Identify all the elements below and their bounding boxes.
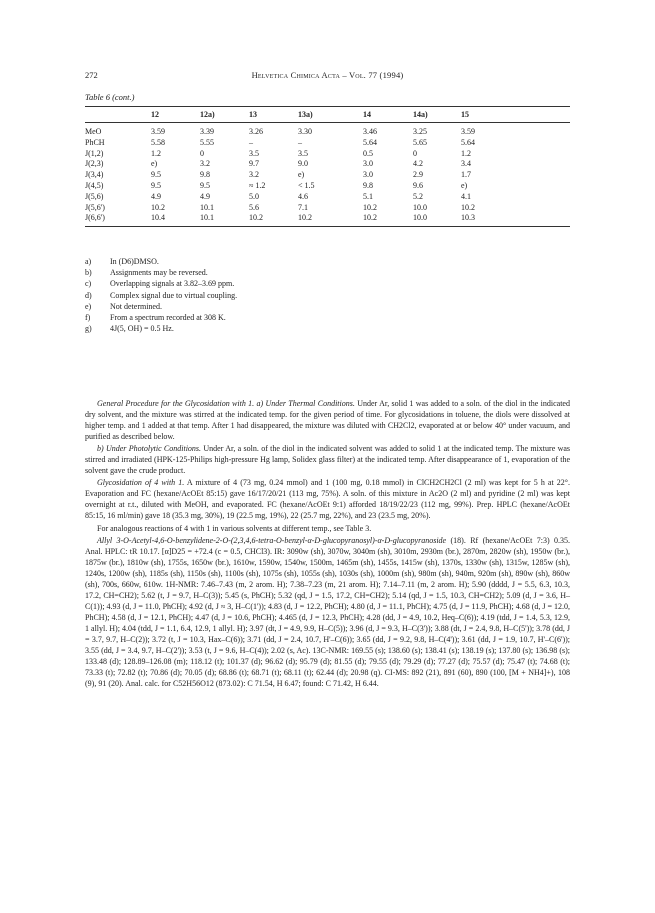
table-cell: 3.46: [363, 127, 377, 136]
row-label: J(3,4): [85, 170, 104, 180]
footnote: c) Overlapping signals at 3.82–3.69 ppm.: [85, 279, 235, 289]
page-number: 272: [85, 70, 98, 80]
table-cell: 0.5: [363, 148, 373, 158]
table-cell: 9.5: [151, 170, 161, 180]
row-label: J(2,3): [85, 159, 104, 169]
row-label: J(4,5): [85, 180, 104, 190]
table-cell: 3.0: [363, 159, 373, 169]
table-cell: 0: [200, 148, 204, 158]
table-cell: 5.55: [200, 137, 214, 147]
table-row: [85, 123, 570, 138]
column-header: 15: [461, 107, 570, 123]
table-cell: e): [151, 159, 158, 169]
table-row: [85, 149, 570, 160]
table-cell: 10.2: [249, 213, 298, 226]
table-row: [85, 181, 570, 192]
footnote: e) Not determined.: [85, 301, 162, 311]
table-cell: 9.8: [200, 170, 210, 180]
paragraph: Allyl 3-O-Acetyl-4,6-O-benzylidene-2-O-(2,3,4,6-tetra-O-benzyl-α-D-glucopyranosyl)-α-D-glucopyranoside (18). Rf (hexane/AcOEt 7:3) 0.35. Anal. HPLC: tR 10.17. [α]D25 = +72.4 (c = 0.5, CHCl3). IR: 3090w (sh), 3070w, 3040m (sh), 3010m, 2930m (br.), 2870m, 2820w (sh), 1950w (br.), 1875w (br.), 1810w (sh), 1755s, 1650w (br.), 1610w, 1590w, 1540w, 1500m, 1465m (sh), 1455s, 1415w (sh), 1370s, 1330w (sh), 1315w, 1285w (sh), 1240s, 1200w (sh), 1185s (sh), 1150s (sh), 1100s (sh), 1075s (sh), 1055s (sh), 1030s (sh), 1000m (sh), 980m (sh), 940m, 920m (sh), 890w (sh), 860w (sh), 700s, 660w, 610w. 1H-NMR: 7.46–7.43 (m, 2 arom. H); 7.38–7.23 (m, 21 arom. H); 7.14–7.11 (m, 2 arom. H); 5.90 (dddd, J = 5.5, 6.3, 10.3, 17.2, CH=CH2); 5.62 (t, J = 9.7, H–C(3)); 5.45 (s, PhCH); 5.32 (qd, J = 1.5, 17.2, CH=CH2); 5.14 (qd, J = 1.5, 10.3, CH=CH2); 5.09 (d, J = 3.6, H–C(1)); 4.93 (d, J = 11.0, PhCH); 4.92 (d, J ≈ 3, H–C(1')); 4.83 (d, J = 12.2, PhCH); 4.80 (d, J = 11.1, PhCH); 4.75 (d, J = 11.9, PhCH); 4.68 (d, J = 12.0, PhCH); 4.58 (d, J = 12.1, PhCH); 4.47 (d, J = 10.6, PhCH); 4.465 (d, J = 12.3, PhCH); 4.28 (dd, J = 4.9, 10.2, Heq–C(6)); 4.19 (tdd, J = 1.4, 5.3, 12.9, 1 allyl. H); 4.04 (tdd, J = 1.1, 6.4, 12.9, 1 allyl. H); 3.97 (dt, J = 4.9, 9.9, H–C(5)); 3.96 (d, J = 9.3, H–C(3')); 3.88 (dt, J = 2.4, 9.8, H–C(5')); 3.78 (dd, J = 3.7, 9.7, H–C(2)); 3.72 (t, J = 10.3, Hax–C(6)); 3.71 (dd, J = 2.4, 10.7, H'–C(6)); 3.65 (dd, J = 9.2, 9.8, H–C(4')); 3.61 (dd, J = 1.9, 10.7, H'–C(6')); 3.55 (dd, J = 3.4, 9.7, H–C(2')); 3.53 (t, J = 9.6, H–C(4)); 2.02 (s, Ac). 13C-NMR: 169.55 (s); 138.60 (s); 138.41 (s); 138.19 (s); 137.80 (s); 136.98 (s); 133.48 (d); 128.89–126.08 (m); 118.12 (t); 101.37 (d); 96.62 (d); 95.79 (d); 81.55 (d); 79.55 (d); 79.29 (d); 77.27 (d); 75.57 (d); 75.47 (t); 74.68 (t); 73.33 (t); 72.82 (t); 70.86 (d); 70.05 (d); 68.86 (t); 68.71 (t); 68.11 (t); 62.44 (d); 20.98 (q). CI-MS: 892 (21), 891 (60), 890 (100, [M + NH4]+), 108 (9), 91 (20). Anal. calc. for C52H56O12 (873.02): C 71.54, H 6.47; found: C 71.42, H 6.44.: [85, 535, 570, 689]
row-label: J(5,6'): [85, 202, 105, 212]
column-header: 14a): [413, 107, 461, 123]
row-label: J(5,6): [85, 191, 104, 201]
table-cell: 4.2: [413, 159, 423, 169]
table-cell: e): [461, 180, 468, 190]
table-cell: ≈ 1.2: [249, 180, 266, 190]
table-cell: 3.2: [200, 159, 210, 169]
data-table: [85, 106, 570, 227]
table-cell: 1.2: [461, 148, 471, 158]
table-row: [85, 138, 570, 149]
table-cell: 10.0: [413, 202, 427, 212]
paragraph: For analogous reactions of 4 with 1 in various solvents at different temp., see Table 3.: [97, 523, 372, 533]
table-cell: 5.0: [249, 191, 259, 201]
body-text: [85, 398, 570, 690]
table-cell: 9.5: [200, 180, 210, 190]
paragraph-heading: General Procedure for the Glycosidation with 1. a) Under Thermal Conditions.: [97, 399, 355, 408]
table-caption: Table 6 (cont.): [85, 92, 135, 102]
table-cell: 4.1: [461, 191, 471, 201]
column-header: 12: [151, 107, 200, 123]
row-label: J(6,6'): [85, 213, 151, 226]
table-cell: –: [298, 137, 302, 147]
table-cell: 10.2: [363, 202, 377, 212]
table-cell: 9.0: [298, 159, 308, 169]
table-cell: 3.59: [461, 127, 475, 136]
row-label: J(1,2): [85, 148, 104, 158]
table-cell: 5.1: [363, 191, 373, 201]
table-cell: 3.26: [249, 127, 263, 136]
table-cell: 5.2: [413, 191, 423, 201]
footnote: f) From a spectrum recorded at 308 K.: [85, 313, 226, 323]
row-label: MeO: [85, 127, 102, 136]
column-header: 12a): [200, 107, 249, 123]
table-cell: 10.1: [200, 202, 214, 212]
table-cell: 5.65: [413, 137, 427, 147]
table-cell: 5.58: [151, 137, 165, 147]
paragraph-heading: Glycosidation of 4 with 1.: [97, 478, 185, 488]
table-cell: 3.4: [461, 159, 471, 169]
table-cell: 2.9: [413, 170, 423, 180]
footnote: a) In (D6)DMSO.: [85, 257, 159, 266]
paragraph: Glycosidation of 4 with 1. A mixture of 4 (73 mg, 0.24 mmol) and 1 (100 mg, 0.18 mmol) in ClCH2CH2Cl (2 ml) was kept for 5 h at 22°. Evaporation and FC (hexane/AcOEt 85:15) gave 16/17/20/21 (113 mg, 75%). A soln. of this mixture in Ac2O (2 ml) and pyridine (2 ml) was kept overnight at r.t., diluted with MeOH, and evaporated. FC (hexane/AcOEt 9:1) afforded 18/19/22/23 (112 mg, 99%). Prep. HPLC (hexane/AcOEt 85:15, 16 ml/min) gave 18 (35.3 mg, 30%), 19 (22.5 mg, 19%), 22 (25.7 mg, 22%), and 23 (23.5 mg, 20%).: [85, 478, 570, 521]
table-cell: 10.4: [151, 213, 200, 226]
table-cell: 3.5: [298, 148, 308, 158]
table-cell: –: [249, 137, 253, 147]
table-cell: 3.30: [298, 127, 312, 136]
table-cell: 1.2: [151, 148, 161, 158]
table-cell: 3.2: [249, 170, 259, 180]
table-cell: 10.1: [200, 213, 249, 226]
table-cell: 3.5: [249, 148, 259, 158]
table-cell: < 1.5: [298, 180, 315, 190]
table-footnotes: [85, 256, 237, 334]
table-cell: 10.2: [363, 213, 413, 226]
table-cell: 1.7: [461, 170, 471, 180]
table-cell: 5.64: [461, 137, 475, 147]
table-cell: 9.8: [363, 180, 373, 190]
column-header: [85, 107, 151, 123]
table-cell: 10.0: [413, 213, 461, 226]
journal-title: Helvetica Chimica Acta – Vol. 77 (1994): [251, 70, 404, 80]
table-cell: 4.9: [200, 191, 210, 201]
table-cell: 3.25: [413, 127, 427, 136]
column-header: 14: [363, 107, 413, 123]
table-cell: 10.2: [461, 202, 475, 212]
column-header: 13: [249, 107, 298, 123]
table-cell: 0: [413, 148, 417, 158]
table-cell: 3.59: [151, 127, 165, 136]
footnote: d) Complex signal due to virtual coupling.: [85, 290, 238, 300]
table-cell: 3.0: [363, 170, 373, 180]
table-row: [85, 170, 570, 181]
column-header: 13a): [298, 107, 363, 123]
footnote: g) 4J(5, OH) = 0.5 Hz.: [85, 324, 174, 334]
table-cell: 9.5: [151, 180, 161, 190]
table-cell: e): [298, 170, 305, 180]
table-cell: 5.6: [249, 202, 259, 212]
paragraph: b) Under Photolytic Conditions. Under Ar, a soln. of the diol in the indicated solvent was added to solid 1 at the indicated temp. The mixture was stirred and irradiated (HPK-125-Philips high-pressure Hg lamp, Solidex glass filter) at the indicated temp. After disappearance of 1, evaporation of the solvent gave the crude product.: [85, 444, 571, 476]
row-label: PhCH: [85, 137, 105, 147]
table-row: [85, 159, 570, 170]
table-cell: 10.3: [461, 213, 570, 226]
table-cell: 9.6: [413, 180, 423, 190]
paragraph: General Procedure for the Glycosidation with 1. a) Under Thermal Conditions. Under Ar, solid 1 was added to a soln. of the diol in the indicated dry solvent, and the mixture was stirred at the indicated temp. for the given period of time. For glycosidations in toluene, the diols were dissolved at higher temp. and 1 added at that temp. After 1 had disappeared, the mixture was diluted with CH2Cl2, evaporated at or below 40° under vacuum, and purified as described below.: [85, 399, 570, 442]
table-row: [85, 203, 570, 214]
table-cell: 7.1: [298, 202, 308, 212]
table-cell: 4.6: [298, 191, 308, 201]
table-header-row: [85, 107, 570, 123]
table-row: [85, 213, 570, 226]
paragraph-heading: Allyl 3-O-Acetyl-4,6-O-benzylidene-2-O-(2,3,4,6-tetra-O-benzyl-α-D-glucopyranosyl)-α-D-glucopyranoside: [97, 535, 447, 545]
table-cell: 4.9: [151, 191, 161, 201]
table-cell: 5.64: [363, 137, 377, 147]
table-row: [85, 192, 570, 203]
table-cell: 10.2: [151, 202, 165, 212]
footnote: b) Assignments may be reversed.: [85, 268, 208, 278]
table-cell: 9.7: [249, 159, 259, 169]
table-cell: 3.39: [200, 127, 214, 136]
paragraph-heading: b) Under Photolytic Conditions.: [97, 444, 202, 454]
table-cell: 10.2: [298, 213, 363, 226]
